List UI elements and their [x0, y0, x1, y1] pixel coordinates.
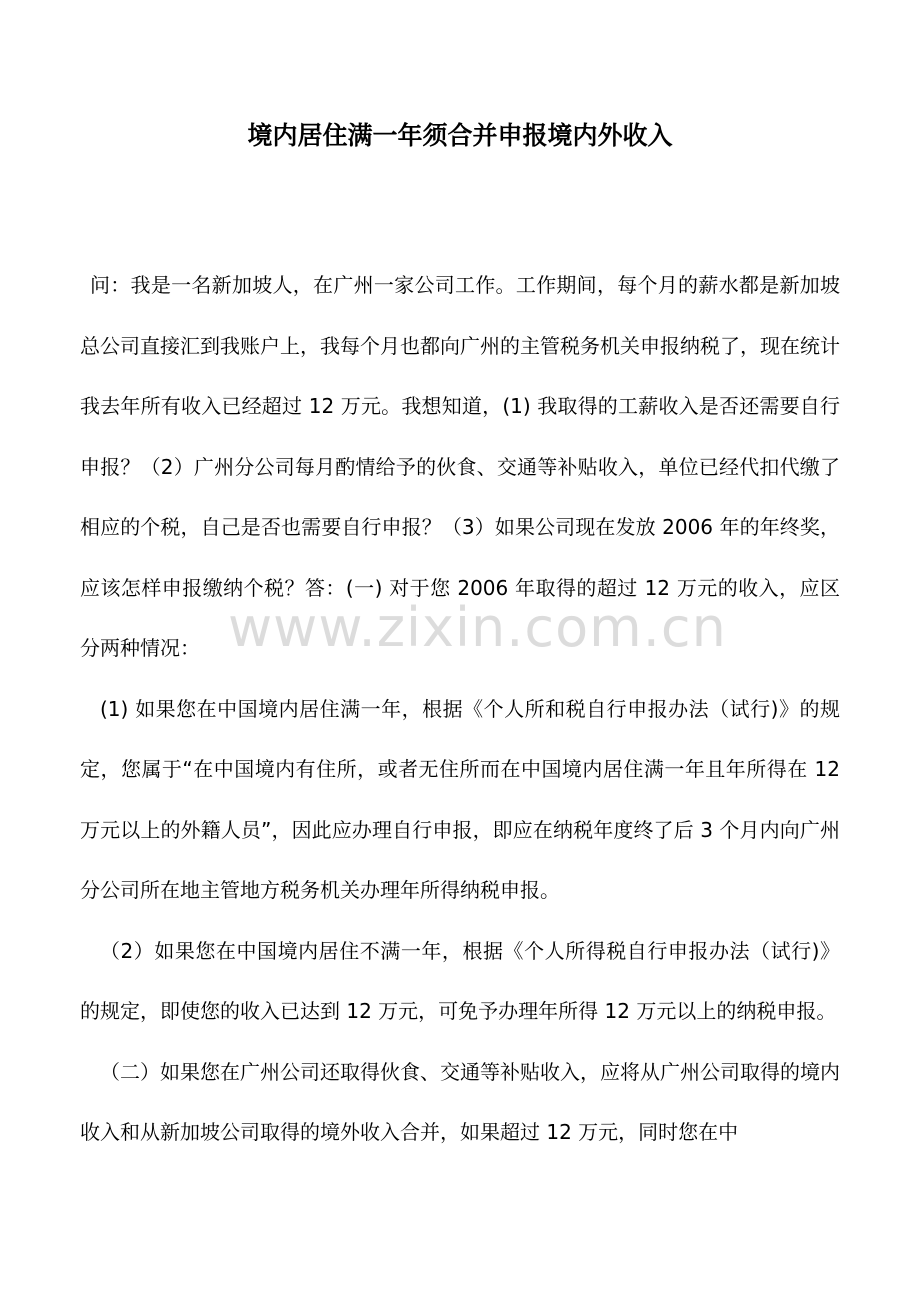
document-title: 境内居住满一年须合并申报境内外收入 — [247, 121, 673, 150]
watermark: www.zixin.com.cn — [228, 596, 727, 659]
paragraph-section-2: （二）如果您在广州公司还取得伙食、交通等补贴收入，应将从广州公司取得的境内收入和从新加坡公司取得的境外收入合并，如果超过 12 万元，同时您在中 — [80, 1059, 840, 1144]
paragraph-case-1: (1) 如果您在中国境内居住满一年，根据《个人所和税自行申报办法（试行)》的规定，您属于“在中国境内有住所，或者无住所而在中国境内居住满一年且年所得在 12 万元以上的外籍人员”，因此应办理自行申报，即应在纳税年度终了后 3 个月内向广州分公司所在地主管地方税务机关办理年所得纳税申报。 — [80, 696, 840, 902]
paragraph-case-2: （2）如果您在中国境内居住不满一年，根据《个人所得税自行申报办法（试行)》的规定，即使您的收入已达到 12 万元，可免予办理年所得 12 万元以上的纳税申报。 — [80, 938, 840, 1023]
paragraph-question: 问：我是一名新加坡人，在广州一家公司工作。工作期间，每个月的薪水都是新加坡总公司直接汇到我账户上，我每个月也都向广州的主管税务机关申报纳税了，现在统计我去年所有收入已经超过 12 万元。我想知道，(1) 我取得的工薪收入是否还需要自行申报？（2）广州分公司每月酌情给予的伙食、交通等补贴收入，单位已经代扣代缴了相应的个税，自己是否也需要自行申报？（3）如果公司现在发放 2006 年的年终奖，应该怎样申报缴纳个税？答：(一) 对于您 2006 年取得的超过 12 万元的收入，应区分两种情况： — [80, 273, 840, 660]
document-body — [80, 255, 840, 1163]
